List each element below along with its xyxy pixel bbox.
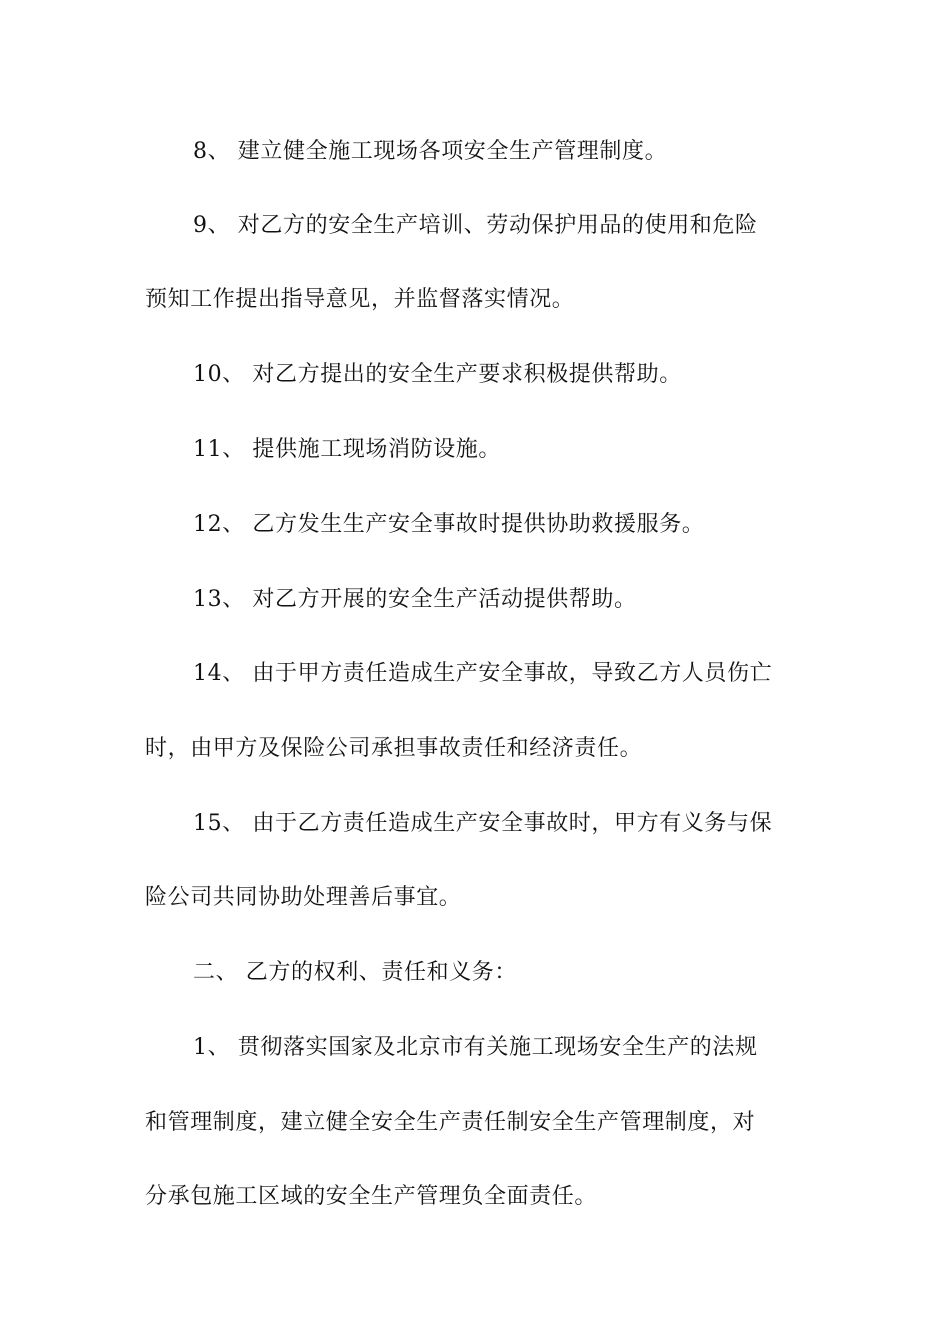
paragraph-line: 11、 提供施工现场消防设施。 xyxy=(193,437,501,462)
paragraph-line: 9、 对乙方的安全生产培训、劳动保护用品的使用和危险 xyxy=(193,213,758,238)
paragraph-line: 分承包施工区域的安全生产管理负全面责任。 xyxy=(145,1184,598,1209)
paragraph-line: 10、 对乙方提出的安全生产要求积极提供帮助。 xyxy=(193,362,682,387)
paragraph-line: 15、 由于乙方责任造成生产安全事故时，甲方有义务与保 xyxy=(193,811,773,836)
paragraph-line: 和管理制度，建立健全安全生产责任制安全生产管理制度，对 xyxy=(145,1110,756,1135)
paragraph-line: 预知工作提出指导意见，并监督落实情况。 xyxy=(145,287,575,312)
paragraph-line: 1、 贯彻落实国家及北京市有关施工现场安全生产的法规 xyxy=(193,1035,758,1060)
paragraph-line: 13、 对乙方开展的安全生产活动提供帮助。 xyxy=(193,587,637,612)
paragraph-line: 时，由甲方及保险公司承担事故责任和经济责任。 xyxy=(145,736,643,761)
paragraph-line: 8、 建立健全施工现场各项安全生产管理制度。 xyxy=(193,139,668,164)
paragraph-line: 12、 乙方发生生产安全事故时提供协助救援服务。 xyxy=(193,512,705,537)
section-heading: 二、 乙方的权利、责任和义务： xyxy=(193,960,517,985)
paragraph-line: 14、 由于甲方责任造成生产安全事故，导致乙方人员伤亡 xyxy=(193,661,773,686)
paragraph-line: 险公司共同协助处理善后事宜。 xyxy=(145,885,462,910)
